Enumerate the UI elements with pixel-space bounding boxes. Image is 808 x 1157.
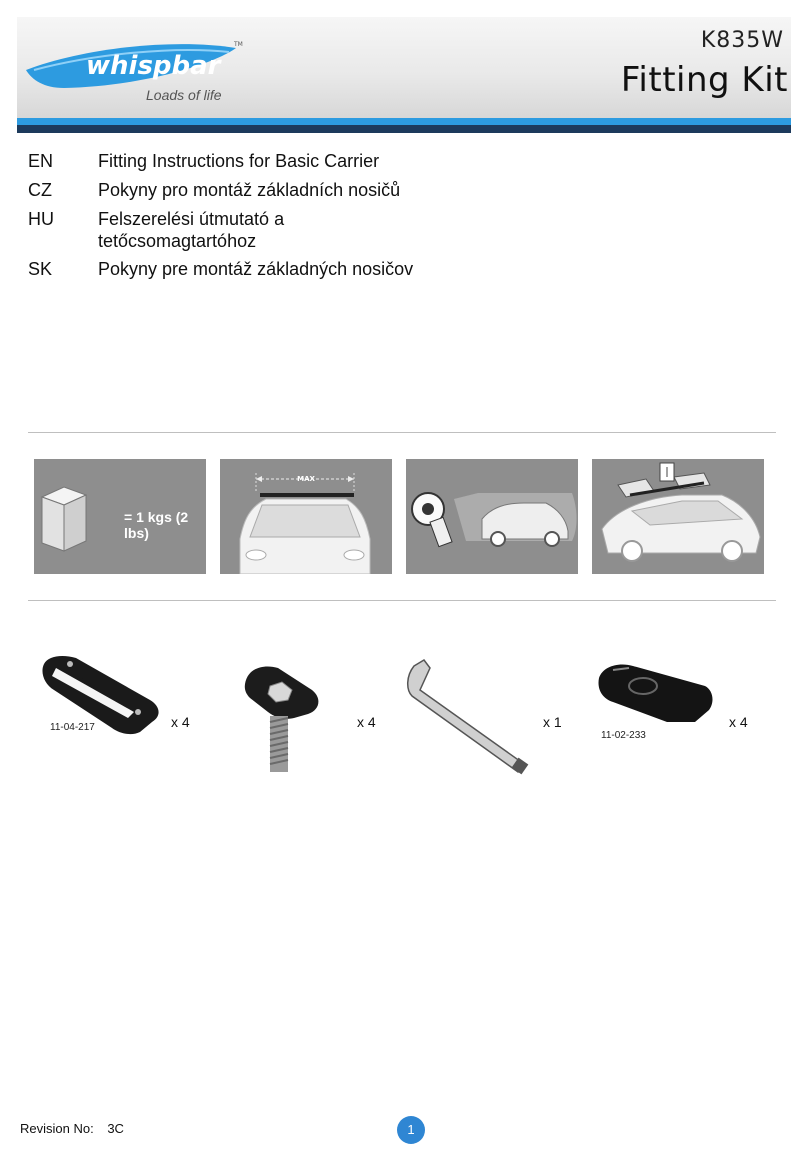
page-title: Fitting Kit <box>620 60 788 100</box>
divider <box>28 432 776 433</box>
car-max-width-icon <box>220 459 392 574</box>
header-dark-stripe <box>17 125 791 133</box>
tape-measure-panel <box>406 459 578 574</box>
car-roof-load-icon <box>592 459 764 574</box>
language-code: HU <box>28 209 54 229</box>
svg-text:whispbar: whispbar <box>86 51 221 81</box>
tape-measure-icon <box>406 459 578 574</box>
brand-tagline: Loads of life <box>146 87 222 103</box>
svg-text:MAX: MAX <box>297 475 315 483</box>
part-code: 11-02-233 <box>601 730 646 741</box>
bolt-icon <box>240 660 330 776</box>
language-code: EN <box>28 151 54 171</box>
language-title: Felszerelési útmutató a tetőcsomagtartóhoz <box>98 209 285 251</box>
part-torx-key <box>400 656 534 787</box>
part-quantity: x 4 <box>729 714 748 730</box>
language-title: Pokyny pro montáž základních nosičů <box>98 180 401 200</box>
part-code: 11-04-217 <box>50 722 95 733</box>
page-number: 1 <box>397 1116 425 1144</box>
revision-value: 3C <box>107 1121 124 1136</box>
part-quantity: x 1 <box>543 714 562 730</box>
language-title: Pokyny pre montáž základných nosičov <box>98 259 414 279</box>
header-accent-stripe <box>17 118 791 125</box>
car-roof-load-panel <box>592 459 764 574</box>
svg-text:TM: TM <box>234 41 243 48</box>
revision-label: Revision No: <box>20 1121 94 1136</box>
torx-key-icon <box>400 656 534 782</box>
language-code: SK <box>28 259 53 279</box>
revision-info <box>20 1121 124 1136</box>
part-quantity: x 4 <box>357 714 376 730</box>
part-foot-cover <box>593 660 717 741</box>
language-code: CZ <box>28 180 52 200</box>
whispbar-logo <box>24 30 254 92</box>
part-quantity: x 4 <box>171 714 190 730</box>
divider <box>28 600 776 601</box>
box-weight-panel <box>34 459 206 574</box>
model-number: K835W <box>700 28 784 53</box>
language-title: Fitting Instructions for Basic Carrier <box>98 151 380 171</box>
weight-limit-label: = 1 kgs (2 lbs) <box>124 509 189 541</box>
part-foot-pad <box>40 652 164 743</box>
car-max-width-panel <box>220 459 392 574</box>
part-bolt <box>240 660 330 781</box>
foot-cover-icon <box>593 660 717 730</box>
